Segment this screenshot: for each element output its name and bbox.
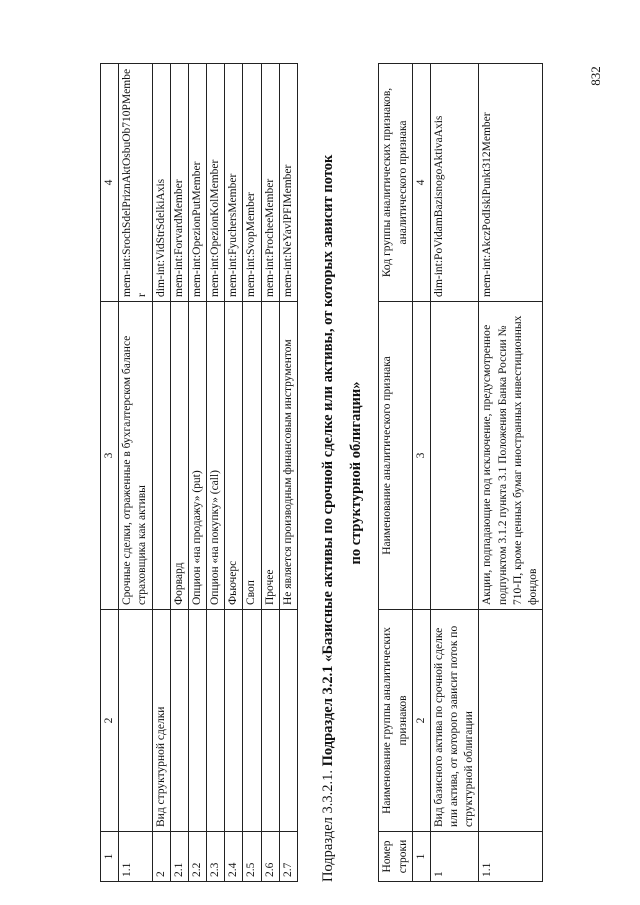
attribute-code: mem-int:ForvardMember bbox=[170, 64, 188, 302]
section-heading bbox=[314, 64, 371, 882]
column-number-row bbox=[412, 64, 430, 882]
group-name bbox=[170, 610, 188, 832]
attribute-name: Не является производным финансовым инструментом bbox=[279, 302, 297, 610]
table-body bbox=[101, 64, 298, 882]
attribute-code: mem-int:OpezionPutMember bbox=[188, 64, 206, 302]
row-number: 2.3 bbox=[207, 832, 225, 882]
attribute-name: Фьючерс bbox=[225, 302, 243, 610]
attribute-name bbox=[430, 302, 479, 610]
table-row bbox=[261, 64, 279, 882]
header-row-number: Номер строки bbox=[379, 832, 412, 882]
column-number: 2 bbox=[412, 610, 430, 832]
attribute-code: dim-int:PoVidamBazisnogoAktivaAxis bbox=[430, 64, 479, 302]
attribute-name: Опцион «на продажу» (put) bbox=[188, 302, 206, 610]
table-row bbox=[119, 64, 152, 882]
row-number: 2.1 bbox=[170, 832, 188, 882]
group-name bbox=[261, 610, 279, 832]
group-name bbox=[119, 610, 152, 832]
group-name bbox=[479, 610, 543, 832]
table-row bbox=[479, 64, 543, 882]
column-number: 4 bbox=[101, 64, 119, 302]
attribute-code: mem-int:SvopMember bbox=[243, 64, 261, 302]
group-name: Вид структурной сделки bbox=[152, 610, 170, 832]
attribute-code: mem-int:FyuchersMember bbox=[225, 64, 243, 302]
group-name bbox=[188, 610, 206, 832]
column-number: 1 bbox=[412, 832, 430, 882]
attribute-code: mem-int:NeYavlPFIMember bbox=[279, 64, 297, 302]
table-row bbox=[279, 64, 297, 882]
group-name bbox=[207, 610, 225, 832]
group-name bbox=[279, 610, 297, 832]
table-row bbox=[188, 64, 206, 882]
table-row bbox=[225, 64, 243, 882]
table-header-row bbox=[379, 64, 412, 882]
table-row bbox=[170, 64, 188, 882]
column-number: 3 bbox=[412, 302, 430, 610]
section-title-line2: по структурной облигации» bbox=[348, 381, 365, 565]
attribute-code: mem-int:ProcheeMember bbox=[261, 64, 279, 302]
table-row bbox=[243, 64, 261, 882]
group-name: Вид базисного актива по срочной сделке или актива, от которого зависит поток по структурной облигации bbox=[430, 610, 479, 832]
row-number: 1.1 bbox=[119, 832, 152, 882]
header-attribute-name: Наименование аналитического признака bbox=[379, 302, 412, 610]
section-prefix: Подраздел 3.3.2.1. bbox=[319, 769, 336, 882]
attribute-name: Опцион «на покупку» (call) bbox=[207, 302, 225, 610]
row-number: 1.1 bbox=[479, 832, 543, 882]
page-number: 832 bbox=[588, 66, 603, 86]
table-continued bbox=[100, 63, 298, 882]
section-title: Подраздел 3.2.1 «Базисные активы по срочной сделке или активы, от которых зависит поток bbox=[319, 154, 336, 767]
row-number: 2.5 bbox=[243, 832, 261, 882]
column-number: 2 bbox=[101, 610, 119, 832]
row-number: 2 bbox=[152, 832, 170, 882]
table-body bbox=[412, 64, 542, 882]
group-name bbox=[225, 610, 243, 832]
attribute-name: Прочее bbox=[261, 302, 279, 610]
header-code: Код группы аналитических признаков, аналитического признака bbox=[379, 64, 412, 302]
attribute-code: mem-int:AkczPodIsklPunkt312Member bbox=[479, 64, 543, 302]
row-number: 2.4 bbox=[225, 832, 243, 882]
attribute-name bbox=[152, 302, 170, 610]
attribute-code: dim-int:VidStrSdelkiAxis bbox=[152, 64, 170, 302]
row-number: 1 bbox=[430, 832, 479, 882]
attribute-name: Акции, подпадающие под исключение, предусмотренное подпунктом 3.1.2 пункта 3.1 Положения Банка России № 710-П, кроме ценных бумаг иностранных инвестиционных фондов bbox=[479, 302, 543, 610]
row-number: 2.6 bbox=[261, 832, 279, 882]
attribute-name: Форвард bbox=[170, 302, 188, 610]
column-number: 4 bbox=[412, 64, 430, 302]
column-number: 3 bbox=[101, 302, 119, 610]
group-name bbox=[243, 610, 261, 832]
row-number: 2.7 bbox=[279, 832, 297, 882]
attribute-code: mem-int:SrochSdelPriznAktOsbuOb710PMember bbox=[119, 64, 152, 302]
table-row bbox=[430, 64, 479, 882]
analytic-attributes-table bbox=[378, 63, 543, 882]
table-row bbox=[152, 64, 170, 882]
table-row bbox=[207, 64, 225, 882]
rotated-document bbox=[100, 62, 590, 882]
attribute-name: Своп bbox=[243, 302, 261, 610]
row-number: 2.2 bbox=[188, 832, 206, 882]
column-number: 1 bbox=[101, 832, 119, 882]
attribute-code: mem-int:OpezionKolMember bbox=[207, 64, 225, 302]
attribute-name: Срочные сделки, отраженные в бухгалтерском балансе страховщика как активы bbox=[119, 302, 152, 610]
header-group-name: Наименование группы аналитических признаков bbox=[379, 610, 412, 832]
column-number-row bbox=[101, 64, 119, 882]
